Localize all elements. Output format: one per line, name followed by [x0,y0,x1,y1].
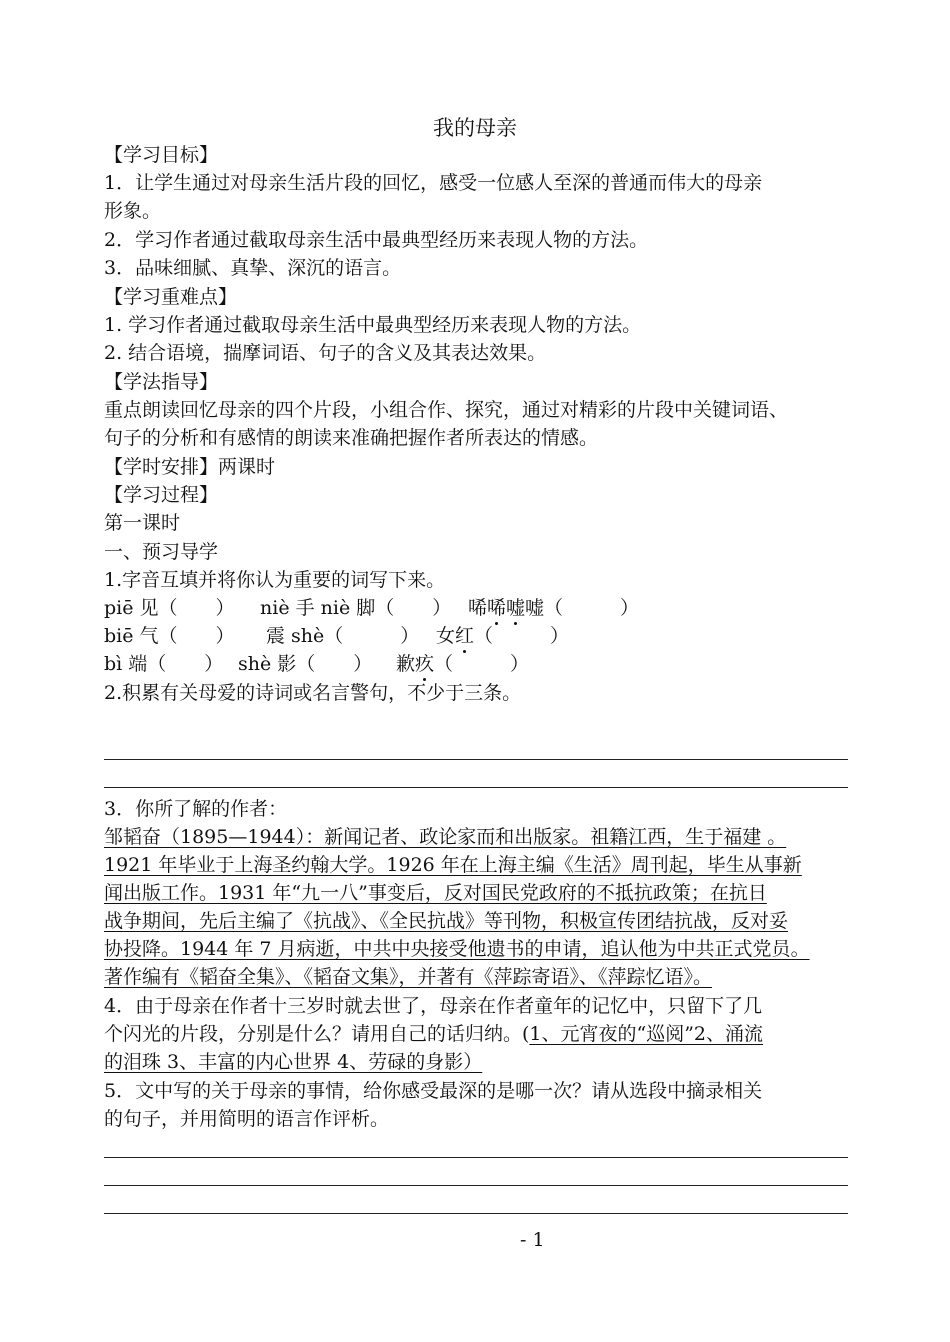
question-3: 3．你所了解的作者： [104,798,288,820]
objectives-heading: 【学习目标】 [104,144,219,166]
question-2: 2.积累有关母爱的诗词或名言警句，不少于三条。 [104,682,522,704]
answer-line [104,1185,848,1186]
objective-1-line-a: 1．让学生通过对母亲生活片段的回忆，感受一位感人至深的普通而伟大的母亲 [104,172,763,194]
page-title: 我的母亲 [433,116,517,140]
pinyin-item: niè 手 niè 脚（ ） [260,597,452,619]
question-5-line-b: 的句子，并用简明的语言作评析。 [104,1108,390,1130]
question-4-line-c: 的泪珠 3、丰富的内心世界 4、劳碌的身影） [104,1051,483,1073]
author-bio-line: 邹韬奋（1895—1944）：新闻记者、政论家而和出版家。祖籍江西，生于福建 。 [104,826,787,848]
question-1: 1.字音互填并将你认为重要的词写下来。 [104,569,446,591]
pinyin-row-1 [104,594,848,622]
answer-line [104,1213,848,1214]
schedule: 【学时安排】两课时 [104,456,276,478]
pinyin-row-3 [104,650,848,678]
key-point-2: 2. 结合语境，揣摩词语、句子的含义及其表达效果。 [104,342,547,364]
answer-line [104,787,848,788]
answer-line [104,1157,848,1158]
key-points-heading: 【学习重难点】 [104,286,238,308]
objective-2: 2．学习作者通过截取母亲生活中最典型经历来表现人物的方法。 [104,229,649,251]
method-text-b: 句子的分析和有感情的朗读来准确把握作者所表达的情感。 [104,427,599,449]
question-4-answer: 1、元宵夜的“巡阅”2、涌流 [529,1023,764,1045]
question-4-line-b: 个闪光的片段，分别是什么？请用自己的话归纳。(1、元宵夜的“巡阅”2、涌流 [104,1023,764,1045]
pinyin-item: 歉疚（ ） [396,653,530,675]
section-preview: 一、预习导学 [104,541,219,563]
page-number: - 1 [520,1229,545,1251]
key-point-1: 1. 学习作者通过截取母亲生活中最典型经历来表现人物的方法。 [104,314,642,336]
pinyin-row-2 [104,622,848,650]
author-bio-line: 著作编有《韬奋全集》、《韬奋文集》，并著有《萍踪寄语》、《萍踪忆语》。 [104,966,713,988]
objective-3: 3．品味细腻、真挚、深沉的语言。 [104,257,402,279]
objective-1-line-b: 形象。 [104,200,162,222]
pinyin-item: 女红（ ） [436,625,570,647]
author-bio-line: 1921 年毕业于上海圣约翰大学。1926 年在上海主编《生活》周刊起，毕生从事新 [104,854,802,876]
author-bio-line: 闻出版工作。1931 年“九一八”事变后，反对国民党政府的不抵抗政策；在抗日 [104,882,767,904]
answer-line [104,759,848,760]
pinyin-item: biē 气（ ） [104,625,235,647]
pinyin-item: 唏唏嘘嘘（ ） [468,597,640,619]
lesson-label: 第一课时 [104,512,181,534]
pinyin-item: 震 shè（ ） [266,625,420,647]
method-text-a: 重点朗读回忆母亲的四个片段，小组合作、探究，通过对精彩的片段中关键词语、 [104,399,789,421]
pinyin-item: piē 见（ ） [104,597,235,619]
method-heading: 【学法指导】 [104,371,219,393]
author-bio-line: 协投降。1944 年 7 月病逝，中共中央接受他遗书的申请，追认他为中共正式党员。 [104,938,810,960]
pinyin-item: bì 端（ ） [104,653,224,675]
author-bio-line: 战争期间，先后主编了《抗战》、《全民抗战》等刊物，积极宣传团结抗战，反对妥 [104,910,789,932]
question-4-line-a: 4．由于母亲在作者十三岁时就去世了，母亲在作者童年的记忆中，只留下了几 [104,995,763,1017]
question-5-line-a: 5．文中写的关于母亲的事情，给你感受最深的是哪一次？请从选段中摘录相关 [104,1080,763,1102]
process-heading: 【学习过程】 [104,484,219,506]
pinyin-item: shè 影（ ） [238,653,373,675]
